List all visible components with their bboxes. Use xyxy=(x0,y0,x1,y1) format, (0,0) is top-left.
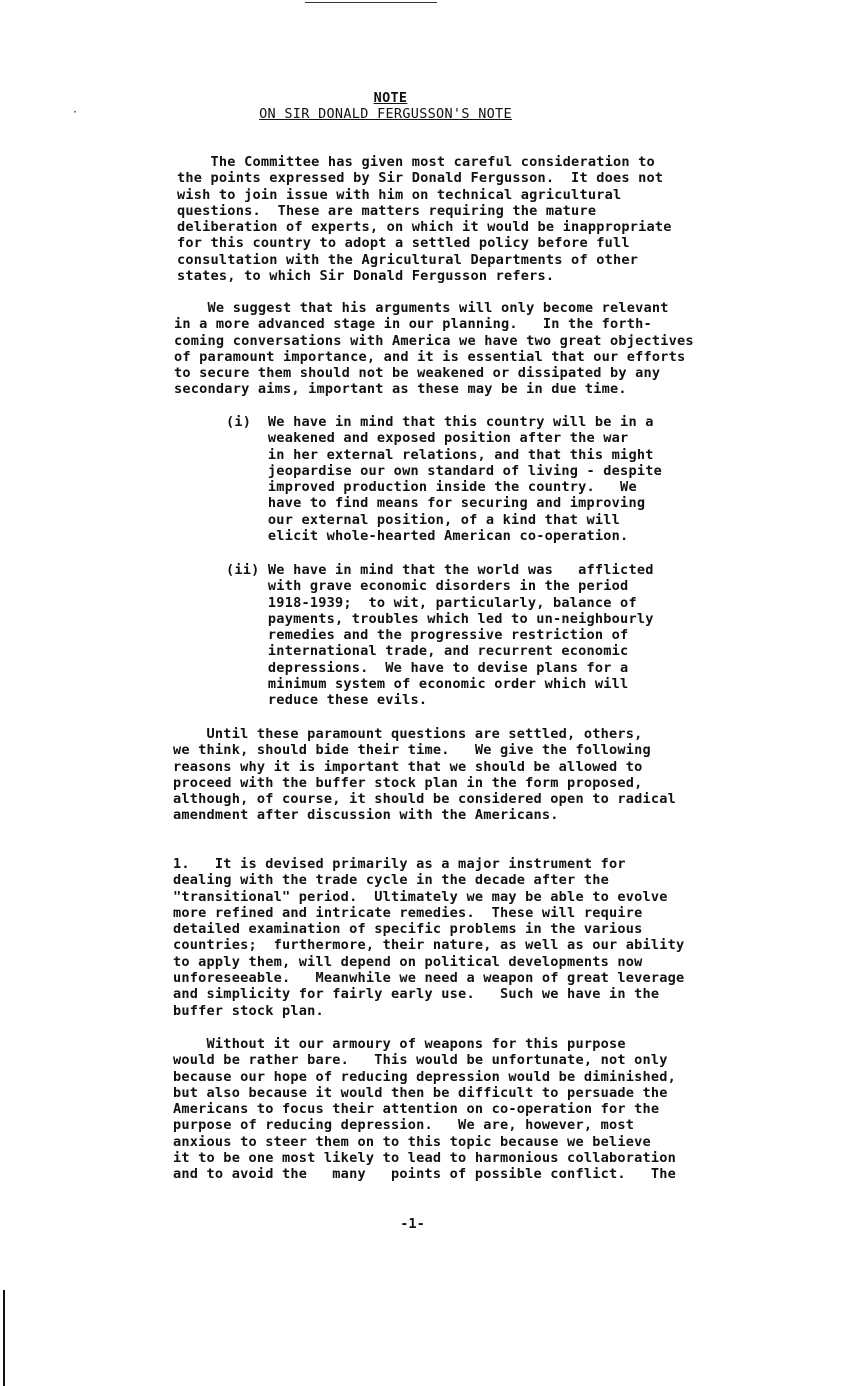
text-line: the points expressed by Sir Donald Fergusson. It does not xyxy=(177,170,664,187)
text-line: our external position, of a kind that will xyxy=(226,511,621,528)
text-line: reduce these evils. xyxy=(226,692,428,709)
text-line: improved production inside the country. We xyxy=(226,479,637,496)
reason-1 xyxy=(173,856,684,1019)
text-line: remedies and the progressive restriction of xyxy=(226,627,629,644)
text-line: Without it our armoury of weapons for this purpose xyxy=(173,1036,626,1052)
text-line: secondary aims, important as these may be in due time. xyxy=(174,381,627,398)
objective-ii xyxy=(226,562,654,709)
text-line: with grave economic disorders in the period xyxy=(226,578,629,595)
text-line: (ii) We have in mind that the world was afflicted xyxy=(226,562,654,578)
text-line: in her external relations, and that this might xyxy=(226,446,654,463)
text-line: detailed examination of specific problems in the various xyxy=(173,921,643,938)
text-line: consultation with the Agricultural Departments of other xyxy=(177,251,639,268)
side-mark: · xyxy=(72,107,79,118)
text-line: payments, troubles which led to un-neighbourly xyxy=(226,610,654,627)
text-line: depressions. We have to devise plans for a xyxy=(226,659,629,676)
text-line: to secure them should not be weakened or dissipated by any xyxy=(174,365,661,382)
text-line: we think, should bide their time. We give the following xyxy=(173,742,651,759)
text-line: international trade, and recurrent economic xyxy=(226,643,629,660)
text-line: coming conversations with America we have two great objectives xyxy=(174,332,694,349)
paragraph-intro xyxy=(177,154,672,284)
text-line: but also because it would then be difficult to persuade the xyxy=(173,1084,668,1101)
text-line: in a more advanced stage in our planning. In the forth- xyxy=(174,316,652,333)
text-line: proceed with the buffer stock plan in the form proposed, xyxy=(173,774,643,791)
document-subtitle: ON SIR DONALD FERGUSSON'S NOTE xyxy=(259,106,512,122)
text-line: (i) We have in mind that this country will be in a xyxy=(226,414,654,430)
text-line: amendment after discussion with the Americans. xyxy=(173,807,559,824)
text-line: reasons why it is important that we should be allowed to xyxy=(173,758,643,775)
text-line: it to be one most likely to lead to harmonious collaboration xyxy=(173,1150,677,1167)
text-line: although, of course, it should be considered open to radical xyxy=(173,791,677,808)
text-line: Until these paramount questions are settled, others, xyxy=(173,726,643,742)
text-line: of paramount importance, and it is essential that our efforts xyxy=(174,348,686,365)
text-line: unforeseeable. Meanwhile we need a weapon of great leverage xyxy=(173,970,685,987)
text-line: buffer stock plan. xyxy=(173,1002,324,1019)
top-rule xyxy=(305,2,437,3)
text-line: jeopardise our own standard of living - despite xyxy=(226,462,662,479)
text-line: because our hope of reducing depression would be diminished, xyxy=(173,1068,677,1085)
paragraph-suggestion xyxy=(174,300,694,398)
paragraph-reasons xyxy=(173,726,676,824)
objective-i xyxy=(226,414,662,544)
text-line: questions. These are matters requiring the mature xyxy=(177,202,597,219)
text-line: have to find means for securing and improving xyxy=(226,495,646,512)
text-line: weakened and exposed position after the war xyxy=(226,430,629,447)
text-line: Americans to focus their attention on co-operation for the xyxy=(173,1101,660,1118)
text-line: We suggest that his arguments will only become relevant xyxy=(174,300,669,316)
page-number: -1- xyxy=(400,1216,425,1232)
text-line: purpose of reducing depression. We are, however, most xyxy=(173,1117,635,1134)
paragraph-armoury xyxy=(173,1036,676,1183)
text-line: and simplicity for fairly early use. Such we have in the xyxy=(173,986,660,1003)
text-line: wish to join issue with him on technical agricultural xyxy=(177,186,622,203)
margin-mark xyxy=(3,1290,5,1386)
text-line: countries; furthermore, their nature, as well as our ability xyxy=(173,937,685,954)
text-line: "transitional" period. Ultimately we may be able to evolve xyxy=(173,888,668,905)
text-line: 1. It is devised primarily as a major instrument for xyxy=(173,856,626,872)
text-line: to apply them, will depend on political developments now xyxy=(173,953,643,970)
text-line: and to avoid the many points of possible conflict. The xyxy=(173,1166,677,1183)
text-line: would be rather bare. This would be unfortunate, not only xyxy=(173,1052,668,1069)
text-line: deliberation of experts, on which it would be inappropriate xyxy=(177,219,672,236)
text-line: The Committee has given most careful consideration to xyxy=(177,154,655,170)
document-title: NOTE xyxy=(373,90,408,106)
text-line: 1918-1939; to wit, particularly, balance of xyxy=(226,594,637,611)
text-line: anxious to steer them on to this topic because we believe xyxy=(173,1133,651,1150)
text-line: states, to which Sir Donald Fergusson refers. xyxy=(177,268,555,285)
text-line: for this country to adopt a settled policy before full xyxy=(177,235,630,252)
text-line: more refined and intricate remedies. These will require xyxy=(173,904,643,921)
text-line: dealing with the trade cycle in the decade after the xyxy=(173,872,609,889)
text-line: elicit whole-hearted American co-operation. xyxy=(226,528,629,545)
text-line: minimum system of economic order which will xyxy=(226,676,629,693)
